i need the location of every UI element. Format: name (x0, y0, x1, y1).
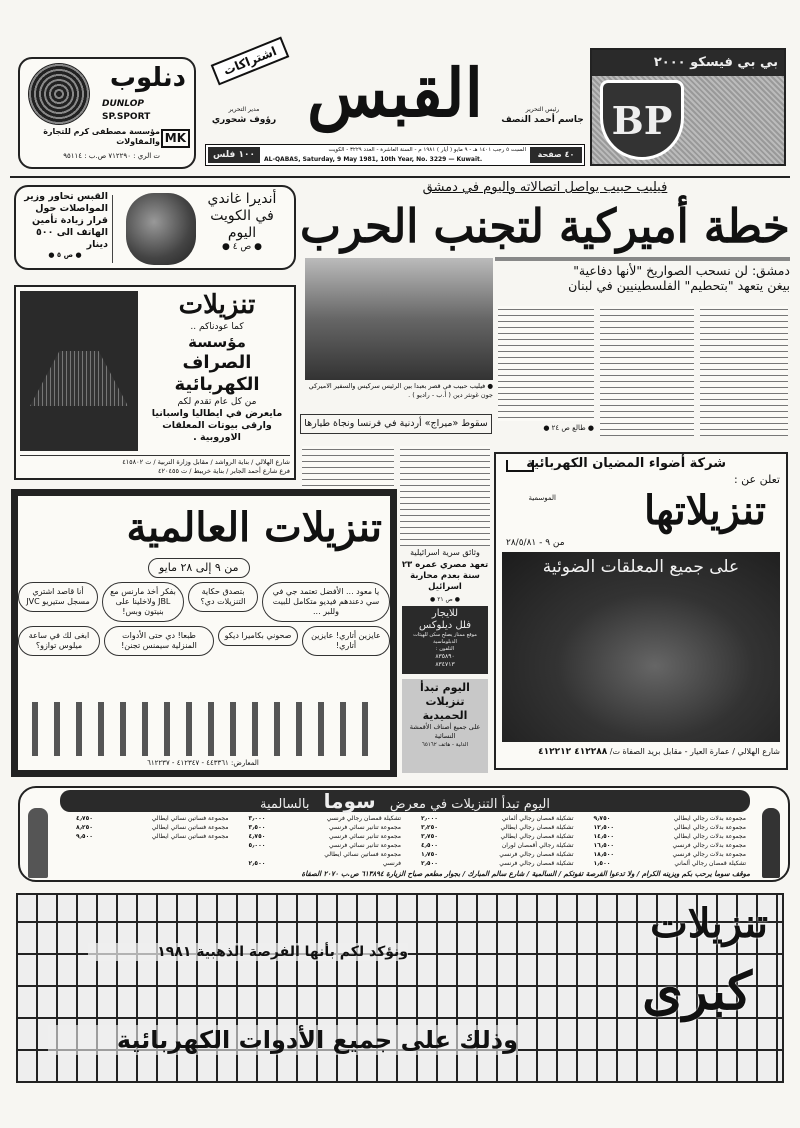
dunlop-ad (18, 57, 196, 169)
item-name: مجموعة تنانير نسائي فرنسي (329, 824, 401, 831)
price-list-item (60, 823, 233, 832)
pages-badge: ٤٠ صفحة (530, 147, 582, 163)
managing-editor: مدير التحرير رؤوف شحوري (211, 106, 277, 125)
price-list-item (578, 814, 751, 823)
item-name: تشكيلة قمصان رجالي فرنسي (326, 815, 401, 822)
price-list-item (578, 859, 751, 868)
newspaper-logo: القبس (307, 54, 483, 132)
item-name: مجموعة تنانير نسائي فرنسي (329, 842, 401, 849)
item-name: تشكيلة قمصان رجالي ايطالي (500, 833, 574, 840)
mirage-column-1 (400, 446, 490, 546)
item-price: ١٢٫٥٠٠ (593, 824, 615, 831)
man-illustration (762, 808, 780, 878)
item-name: مجموعة بدلات رجالي فرنسي (672, 851, 746, 858)
mk-logo: MK (161, 129, 190, 148)
bottom-title-1: تنزيلات (650, 900, 768, 947)
adwaa-title: تنزيلاتها (643, 487, 766, 534)
price-list-item (60, 814, 233, 823)
sarraf-subtitle: كما عودناكم .. (190, 322, 244, 332)
adwaa-subtitle: على جميع المعلقات الضوئية (542, 557, 740, 577)
item-name: فرنسي (382, 860, 401, 867)
adwaa-title-wrap (556, 488, 766, 534)
masthead-rule (10, 176, 790, 178)
item-name: مجموعة فساتين نسائي ايطالي (151, 833, 229, 840)
date-english: AL-QABAS, Saturday, 9 May 1981, 10th Year, No. 3229 — Kuwait. (264, 156, 483, 163)
sarraf-body-2: مايعرض في ايطاليا واسبانيا وارقى بيوتات المعلقات الاوروبية . (151, 408, 283, 443)
main-headline: خطة أميركية لتجنب الحرب (300, 199, 790, 253)
dunlop-contact: ت الري : ٧١٢٢٩٠ ص.ب : ٩٥١١٤ (63, 152, 160, 160)
bottom-line-4: وذلك على جميع الأدوات الكهربائية (48, 1025, 518, 1055)
adwaa-company: شركة أضواء المضيان الكهربائية (526, 456, 726, 471)
bp-ad (590, 48, 786, 166)
item-name: مجموعة فساتين نسائي ايطالي (324, 851, 401, 858)
main-story-continued: ● طالع ص ٢٤ ● (543, 424, 594, 432)
item-price: ٣٫٧٥٠ (421, 833, 438, 840)
subscription-stamp: اشتراكات (211, 37, 290, 86)
alamiya-dates: من ٩ إلى ٢٨ مايو (148, 558, 250, 578)
sarraf-ad (14, 285, 296, 480)
souma-header: اليوم تبدأ التنزيلات في معرض سوما بالسالمية (60, 790, 750, 812)
price-list-item (578, 850, 751, 859)
item-name: مجموعة فساتين نسائي ايطالي (151, 815, 229, 822)
adwaa-announces: تعلن عن : (733, 473, 780, 486)
item-price: ٤٫٧٥٠ (76, 815, 93, 822)
price-list-item (405, 814, 578, 823)
adwaa-address: شارع الهلالي / عمارة العيار - مقابل بريد الصفاة ت/ ٤١٢٢٨٨ ٤١٢٢١٢ (538, 747, 780, 757)
price-list-item (405, 823, 578, 832)
bp-ad-title: بي بي فيسكو ٢٠٠٠ (592, 50, 784, 76)
bubble-siemens: طبعا! دي حتى الأدوات المنزلية سيمنس تجنن! (104, 626, 214, 656)
item-name: مجموعة تنانير نسائي فرنسي (329, 833, 401, 840)
item-price: ٥٫٠٠٠ (248, 842, 266, 849)
item-name: مجموعة بدلات رجالي ايطالي (673, 833, 746, 840)
item-price: ٤٫٧٥٠ (248, 833, 266, 840)
lamp-icon (506, 460, 534, 472)
item-name: تشكيلة قمصان رجالي فرنسي (499, 851, 574, 858)
photo-caption: ● فيليب حبيب في قصر بعبدا بين الرئيس سركيس والسفير الاميركي جون غونثر دين ( أ.ب - رادیو ) . (308, 382, 493, 399)
dunlop-brand-ar: دنلوب (109, 63, 186, 93)
item-price: ٣٫٥٠٠ (248, 824, 266, 831)
alamiya-ad (12, 490, 396, 776)
bp-logo: BP (600, 80, 684, 160)
sarraf-company-1: مؤسسة (188, 333, 246, 351)
bottom-sale-ad (16, 893, 784, 1083)
alamiya-title-wrap (26, 502, 382, 554)
dunlop-brand-en: DUNLOP (102, 99, 144, 109)
price-list-item (233, 832, 406, 841)
price-list-item (233, 850, 406, 859)
price-list-item (405, 850, 578, 859)
item-price: ١٫٧٥٠ (421, 851, 438, 858)
item-price: ٤٫٥٠٠ (421, 842, 438, 849)
price-list-item (405, 841, 578, 850)
habib-photo (305, 258, 493, 380)
alamiya-showrooms: المعارض: ٤٤٣٣٦١ - ٤١٢٣٤٧ - ٦١٢٢٣٧ (108, 758, 298, 768)
dunlop-dealer: مؤسسة مصطفى كرم للتجارة والمقاولات (43, 127, 160, 146)
item-name: تشكيلة رجالي أقمصان لوران (501, 842, 574, 849)
price-list-item (578, 832, 751, 841)
documents-headline: وثائق سرية اسرائيلية (410, 548, 480, 557)
souma-ad (18, 786, 790, 882)
crowd-illustration (24, 702, 384, 756)
adwaa-ad (494, 452, 788, 770)
bottom-title-2: كبرى (642, 961, 752, 1022)
item-price: ١٦٫٥٠٠ (593, 842, 615, 849)
item-name: مجموعة فساتين نسائي ايطالي (151, 824, 229, 831)
souma-price-list (60, 814, 750, 868)
item-name: مجموعة بدلات رجالي ايطالي (673, 824, 746, 831)
item-name: تشكيلة قمصان رجالي ايطالي (500, 824, 574, 831)
alamiya-title: تنزيلات العالمية (126, 504, 382, 551)
bottom-line-3: ونؤكد لكم بأنها الفرصة الذهبية ١٩٨١ (88, 943, 408, 961)
item-price: ٨٫٢٥٠ (76, 824, 93, 831)
price-badge: ١٠٠ فلس (208, 147, 260, 163)
egypt-headline: تعهد مصري عمره ٢٣ سنة بعدم محاربة اسرائيل (401, 560, 489, 592)
bubble-camera: صحوني بكاميرا ديكو (218, 626, 298, 646)
price-list-item (233, 859, 406, 868)
sarraf-title: تنزيلات (178, 290, 256, 320)
adwaa-chandelier-image (502, 552, 780, 742)
rent-ad: للايجار فلل ديلوكس موقع ممتاز يصلح سكن للهيئات الدبلوماسية التلفون : ٨٣٥٨٩٠ ٨٣٤٧١٣ (402, 606, 488, 674)
bubbles-area (18, 582, 390, 656)
item-price: ٢٫٠٠٠ (421, 815, 438, 822)
price-list-item (578, 841, 751, 850)
sarraf-company-2: الصراف الكهربائية (174, 352, 260, 395)
egypt-continued: ● ص ٢١ ● (430, 596, 460, 603)
bubble-jvc-video: يا معود ... الأفضل تعتمد جي في سي دعندهم فيديو متكامل للبيت وللبر ... (262, 582, 390, 622)
souma-footer: موقف سوما يرحب بكم ويزينه الكرام / ولا تدعوا الفرصة تفوتكم / السالمية / شارع سالم المبارك / بجوار مطعم صباح الزيارة ٦١٣٨٩٤ ص.ب ٢٠٧٠ الصفاة (301, 870, 750, 878)
date-arabic: السبت ٥ رجب ١٤٠١ هـ - ٩ مايو ( أيار ) ١٩٨١ م - السنة العاشرة - العدد ٣٢٢٩ - الكويت (328, 147, 526, 153)
main-story-column-1 (700, 306, 788, 436)
price-list-item (233, 841, 406, 850)
adwaa-title-note: الموسمية (528, 494, 556, 502)
hamidiya-ad: اليوم تبدأ تنزيلات الحميدية على جميع أصناف الأقمشة النسائية الدلية - هاتف ٦٥١٦٢ (402, 679, 488, 773)
adwaa-dates: من ٩ - ٢٨/٥/٨١ (506, 538, 565, 548)
item-price: ١٨٫٥٠٠ (593, 851, 615, 858)
bubble-jbl: بفكر أخذ مارنس مع JBL ولاخلينا على بنيتون وبس! (102, 582, 184, 622)
item-price: ٣٫٢٥٠ (421, 824, 438, 831)
headline-deck: دمشق: لن نسحب الصواريخ "لأنها دفاعية" بيغن يتعهد "بتحطيم" الفلسطينيين في لبنان (568, 263, 790, 293)
dunlop-model: SP.SPORT (102, 112, 151, 122)
date-bar (205, 144, 585, 166)
item-price: ١٫٥٠٠ (593, 860, 611, 867)
bubble-watch: ابغى لك في ساعة ميلوس توازو؟ (18, 626, 100, 656)
price-list-item (405, 859, 578, 868)
indira-gandhi-photo (126, 193, 196, 265)
woman-illustration (28, 808, 48, 878)
main-story-column-3 (498, 306, 594, 421)
item-name: مجموعة بدلات رجالي فرنسي (672, 842, 746, 849)
item-price: ٣٫٠٠٠ (248, 815, 266, 822)
item-price: ٩٫٥٠٠ (76, 833, 93, 840)
indira-headline: أنديرا غاندي في الكويت اليوم ● ص ٤ ● (207, 191, 277, 252)
item-name: مجموعة بدلات رجالي ايطالي (673, 815, 746, 822)
indira-box (14, 185, 296, 270)
tire-image (28, 63, 90, 125)
mirage-headline: سقوط «ميراج» أردنية في فرنسا ونجاة طيارها (300, 414, 492, 434)
bubble-believe: بتصدق حكاية التنزيلات دي؟ (188, 582, 258, 612)
price-list-item (233, 814, 406, 823)
phone-story: القبس تحاور وزير المواصلات حول قرار زيادة تأمين الهاتف الى ٥٠٠ دينار ● ص ٥ ● (24, 191, 108, 259)
bubble-atari: عايزين أتاري! عايزين أتاري! (302, 626, 390, 656)
bubble-jvc-stereo: أنا قاصد اشتري مسجل ستيريو JVC (18, 582, 98, 612)
item-price: ٢٫٥٠٠ (248, 860, 266, 867)
item-name: تشكيلة قمصان رجالي ألماني (501, 815, 574, 822)
main-headline-wrap (300, 197, 790, 255)
item-price: ٩٫٧٥٠ (593, 815, 611, 822)
souma-brand: سوما (323, 789, 376, 813)
sarraf-address: شارع الهلالي / بناية الرواشد / مقابل وزارة التربية / ت ٤١٥٨٠٢ فرع شارع أحمد الجابر / بناية خريبط / ت ٤٢٠٤٥٥ (20, 455, 290, 476)
item-name: تشكيلة قمصان رجالي فرنسي (499, 860, 574, 867)
price-list-item (405, 832, 578, 841)
price-list-item (60, 832, 233, 841)
chandelier-image (20, 291, 138, 451)
price-list-item (578, 823, 751, 832)
price-list-item (233, 823, 406, 832)
sarraf-body-1: من كل عام تقدم لكم (177, 397, 257, 407)
item-price: ٢٫٥٠٠ (421, 860, 438, 867)
editor-in-chief: رئيس التحرير جاسم أحمد النصف (501, 106, 584, 125)
item-price: ١٤٫٥٠٠ (593, 833, 615, 840)
item-name: تشكيلة قمصان رجالي ألماني (674, 860, 746, 867)
headline-kicker: فيليب حبيب يواصل اتصالاته واليوم في دمشق (422, 180, 668, 195)
main-story-column-2 (600, 306, 694, 436)
